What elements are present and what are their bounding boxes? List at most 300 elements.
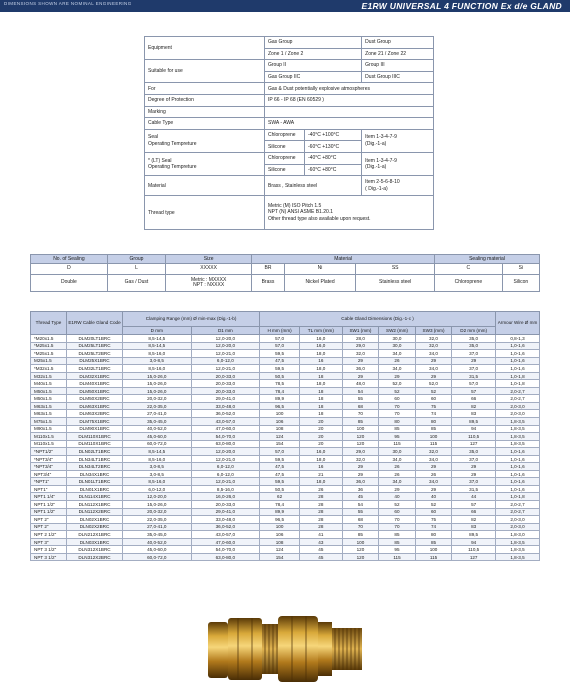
table-cell: DLM50X1BRC xyxy=(67,387,123,395)
table-cell: 154 xyxy=(260,440,300,448)
table-cell: 29 xyxy=(342,463,379,471)
table-cell: 59,5 xyxy=(260,478,300,486)
table-cell: *M32x1.5 xyxy=(31,365,67,373)
table-cell: 75 xyxy=(415,516,452,524)
spec-value: -40°C +80°C xyxy=(305,152,362,164)
table-cell: 108 xyxy=(260,425,300,433)
table-cell: 83 xyxy=(452,410,496,418)
table-cell: 3,0-8,5 xyxy=(123,357,192,365)
table-cell: 127 xyxy=(452,440,496,448)
table-cell: DLN112X1BRC xyxy=(67,501,123,509)
table-cell: 1,0-1,6 xyxy=(496,463,540,471)
spec-value: SWA - AWA xyxy=(265,118,434,130)
table-cell: 15,0-26,0 xyxy=(123,372,192,380)
table-cell: 15,0-26,0 xyxy=(123,387,192,395)
table-cell: 6,0-12,0 xyxy=(191,357,260,365)
table-cell: 2,0-3,0 xyxy=(496,402,540,410)
table-cell: 115 xyxy=(379,440,416,448)
table-cell: 54 xyxy=(342,387,379,395)
table-cell: 1,8-3,5 xyxy=(496,433,540,441)
table-row xyxy=(31,508,540,516)
table-cell: 1,0-1,8 xyxy=(496,380,540,388)
table-cell: 63,0-80,0 xyxy=(191,553,260,561)
page-title: E1RW UNIVERSAL 4 FUNCTION Ex d/e GLAND xyxy=(361,1,562,11)
table-cell: DLN34X1BRC xyxy=(67,470,123,478)
column-header: Material xyxy=(252,255,435,264)
spec-value xyxy=(265,196,434,230)
table-cell: 50,5 xyxy=(260,485,300,493)
table-cell: 2,0-2,7 xyxy=(496,387,540,395)
table-cell: 45 xyxy=(300,546,343,554)
table-cell: 12,0-20,0 xyxy=(191,448,260,456)
table-cell-line: NPT : NXXXX xyxy=(193,282,225,288)
table-cell: NPT 3" xyxy=(31,538,67,546)
table-cell: 26 xyxy=(379,357,416,365)
table-cell: 20,0-32,0 xyxy=(123,395,192,403)
table-cell: 47,5 xyxy=(260,463,300,471)
table-cell: 106 xyxy=(260,418,300,426)
spec-value xyxy=(362,176,434,196)
table-row xyxy=(31,493,540,501)
table-cell: 8,5-16,0 xyxy=(191,485,260,493)
table-cell: 40 xyxy=(415,493,452,501)
table-cell: *M25x1.5 xyxy=(31,350,67,358)
table-cell: 18,0 xyxy=(300,478,343,486)
table-cell: 12,0-21,0 xyxy=(191,365,260,373)
table-cell: 2,0-3,0 xyxy=(496,516,540,524)
table-cell: 60,0-72,0 xyxy=(123,553,192,561)
table-cell: 29,0-41,0 xyxy=(191,395,260,403)
column-header: E1RW Cable Gland Code xyxy=(67,312,123,335)
table-cell: Ni xyxy=(284,264,356,275)
table-row xyxy=(31,478,540,486)
table-cell: *NPT3/4" xyxy=(31,463,67,471)
table-cell: 29 xyxy=(342,470,379,478)
table-cell xyxy=(166,275,252,292)
table-row xyxy=(31,538,540,546)
table-cell: 15,0-26,0 xyxy=(123,380,192,388)
table-cell: 85 xyxy=(415,538,452,546)
table-cell: 1,0-1,8 xyxy=(496,493,540,501)
table-cell: 29,0 xyxy=(342,448,379,456)
table-cell: 68 xyxy=(342,402,379,410)
table-cell: 47,5 xyxy=(260,357,300,365)
table-cell: 110,5 xyxy=(452,546,496,554)
table-cell: 1,0-1,6 xyxy=(496,478,540,486)
table-cell: 26 xyxy=(379,470,416,478)
table-cell: 16,0 xyxy=(300,342,343,350)
table-cell: 12,0-21,0 xyxy=(191,455,260,463)
table-cell: 80 xyxy=(379,418,416,426)
table-cell: *NPT1/2" xyxy=(31,448,67,456)
table-cell: 100 xyxy=(260,523,300,531)
table-cell: 35,0 xyxy=(452,335,496,343)
table-cell: 1,8-3,5 xyxy=(496,418,540,426)
table-cell: 32,0 xyxy=(342,455,379,463)
table-cell: M50x1.5 xyxy=(31,387,67,395)
table-cell: 59,5 xyxy=(260,455,300,463)
table-cell: 60 xyxy=(415,508,452,516)
table-cell: 43,0-57,0 xyxy=(191,531,260,539)
table-cell: 41 xyxy=(300,531,343,539)
column-header: Armour Wire Ø mm xyxy=(496,312,540,335)
table-cell: 0,8-1,3 xyxy=(496,335,540,343)
table-cell: 29 xyxy=(452,357,496,365)
table-cell: 2,0-2,7 xyxy=(496,395,540,403)
table-cell: 85 xyxy=(342,531,379,539)
table-cell: 110,5 xyxy=(452,433,496,441)
table-cell: DLN312X2BRC xyxy=(67,553,123,561)
spec-label: For xyxy=(145,83,265,95)
table-cell: 1,0-1,8 xyxy=(496,372,540,380)
table-cell: XXXXX xyxy=(166,264,252,275)
table-cell: 83 xyxy=(452,523,496,531)
table-row xyxy=(31,546,540,554)
table-cell: 96,5 xyxy=(260,516,300,524)
table-cell: Silicon xyxy=(502,275,539,292)
table-cell: 1,8-3,0 xyxy=(496,531,540,539)
column-header: H mm (mm) xyxy=(260,327,300,335)
table-cell: 52 xyxy=(379,387,416,395)
table-cell: 124 xyxy=(260,433,300,441)
spec-value: Dust Group IIIC xyxy=(362,71,434,83)
spec-label: Material xyxy=(145,176,265,196)
table-cell: 1,0-1,6 xyxy=(496,365,540,373)
table-cell: DLM63X1BRC xyxy=(67,402,123,410)
table-cell: 43,0-57,0 xyxy=(191,418,260,426)
table-cell: 35,0 xyxy=(452,342,496,350)
table-cell: Stainless steel xyxy=(356,275,435,292)
column-header: SW1 (mm) xyxy=(342,327,379,335)
table-cell: 100 xyxy=(342,425,379,433)
table-cell: 22,0-35,0 xyxy=(123,402,192,410)
table-row xyxy=(31,395,540,403)
table-cell: 34,0 xyxy=(379,350,416,358)
table-cell: 20,0-33,0 xyxy=(191,380,260,388)
table-cell: 106 xyxy=(260,531,300,539)
table-cell: 6,0-12,0 xyxy=(191,463,260,471)
table-cell: DLM40X1BRC xyxy=(67,380,123,388)
table-row xyxy=(31,418,540,426)
table-cell: 45 xyxy=(300,553,343,561)
column-header: Clamping Range (mm) Ø min-max (Dig.-1-b) xyxy=(123,312,260,327)
table-cell: 16 xyxy=(300,357,343,365)
table-cell: NPT 2" xyxy=(31,523,67,531)
table-row xyxy=(31,501,540,509)
table-cell: 29 xyxy=(342,372,379,380)
table-row xyxy=(31,380,540,388)
table-cell: 115 xyxy=(379,553,416,561)
spec-label xyxy=(145,129,265,152)
table-cell: DLM25LT1BRC xyxy=(67,342,123,350)
table-cell: DLM32X1BRC xyxy=(67,372,123,380)
table-cell: 33,0-48,0 xyxy=(191,402,260,410)
table-cell: 60 xyxy=(415,395,452,403)
table-row xyxy=(31,335,540,343)
table-cell: 78,4 xyxy=(260,387,300,395)
table-cell: 30,0 xyxy=(379,335,416,343)
table-cell: 74 xyxy=(415,523,452,531)
table-row xyxy=(31,357,540,365)
table-cell: 1,8-3,5 xyxy=(496,538,540,546)
table-cell: DLN02LT1BRC xyxy=(67,448,123,456)
table-cell: 35,0 xyxy=(452,448,496,456)
table-cell: 1,8-3,5 xyxy=(496,546,540,554)
table-cell: 34,0 xyxy=(415,350,452,358)
table-cell: 115 xyxy=(415,440,452,448)
table-cell: 28 xyxy=(300,516,343,524)
table-cell: 120 xyxy=(342,553,379,561)
table-cell: 60 xyxy=(379,395,416,403)
table-cell: 12,0-21,0 xyxy=(191,478,260,486)
table-cell: 108 xyxy=(260,538,300,546)
table-cell: 18,0 xyxy=(300,455,343,463)
table-cell: 29,0 xyxy=(342,342,379,350)
column-header: No. of Sealing xyxy=(31,255,108,264)
table-cell: Chloroprene xyxy=(435,275,503,292)
table-cell: 37,0 xyxy=(452,478,496,486)
table-cell: 85 xyxy=(379,531,416,539)
table-cell: 127 xyxy=(452,553,496,561)
spec-value: Chloroprene xyxy=(265,129,305,141)
table-cell: 1,0-1,6 xyxy=(496,350,540,358)
table-cell: 85 xyxy=(379,425,416,433)
table-cell: 43 xyxy=(300,538,343,546)
table-row xyxy=(31,531,540,539)
table-row xyxy=(31,463,540,471)
table-cell: 66 xyxy=(452,395,496,403)
table-cell: 94 xyxy=(452,538,496,546)
table-cell: 20 xyxy=(300,440,343,448)
spec-value: -40°C +100°C xyxy=(305,129,362,141)
table-row xyxy=(31,440,540,448)
table-cell: 1,0-1,6 xyxy=(496,342,540,350)
spec-value: Zone 1 / Zone 2 xyxy=(265,48,362,60)
table-row xyxy=(31,433,540,441)
table-cell: 45 xyxy=(342,493,379,501)
table-cell: 29 xyxy=(342,357,379,365)
table-cell: 154 xyxy=(260,553,300,561)
table-cell: 26 xyxy=(379,463,416,471)
table-cell: 32,0 xyxy=(415,342,452,350)
spec-label: Marking xyxy=(145,106,265,118)
table-cell: 115 xyxy=(415,553,452,561)
table-cell: 63,0-80,0 xyxy=(191,440,260,448)
table-cell: DLM63X2BRC xyxy=(67,410,123,418)
table-cell: 20,0-32,0 xyxy=(123,508,192,516)
table-cell: NPT 3 1/2" xyxy=(31,553,67,561)
table-cell: 1,0-1,6 xyxy=(496,455,540,463)
spec-label: Degree of Protection xyxy=(145,94,265,106)
spec-value-line: NPT (N) ANSI ASME B1.20.1 xyxy=(268,209,333,216)
table-cell: 120 xyxy=(342,546,379,554)
table-cell: 12,0-20,0 xyxy=(191,335,260,343)
table-cell: M110x1.5 xyxy=(31,440,67,448)
table-cell: DLM32LT1BRC xyxy=(67,365,123,373)
header-bar xyxy=(0,0,570,12)
table-cell: D xyxy=(31,264,108,275)
table-cell: 1,8-3,5 xyxy=(496,553,540,561)
table-cell: NPT1 1/2" xyxy=(31,508,67,516)
table-cell: 29 xyxy=(415,357,452,365)
table-cell: 36,0-52,0 xyxy=(191,523,260,531)
table-cell: 96,5 xyxy=(260,402,300,410)
table-cell: 30,0 xyxy=(379,342,416,350)
table-cell: NPT1" xyxy=(31,485,67,493)
table-row xyxy=(31,365,540,373)
table-cell: DLM90X1BRC xyxy=(67,425,123,433)
table-cell: C xyxy=(435,264,503,275)
table-cell: 80 xyxy=(415,531,452,539)
table-cell: 78,5 xyxy=(260,380,300,388)
table-cell: Brass xyxy=(252,275,285,292)
table-cell: 1,8-3,5 xyxy=(496,440,540,448)
spec-value-line: ( Dig.-1-a) xyxy=(365,185,388,192)
table-cell: 54 xyxy=(342,501,379,509)
table-cell: 16,0 xyxy=(300,335,343,343)
table-cell: 29 xyxy=(415,463,452,471)
table-cell: 34,0 xyxy=(379,455,416,463)
table-cell: 34,0 xyxy=(379,478,416,486)
table-cell: 2,0-3,0 xyxy=(496,523,540,531)
table-cell: *M20x1.5 xyxy=(31,335,67,343)
dimensions-table xyxy=(30,311,540,561)
column-header: TL mm (mm) xyxy=(300,327,343,335)
table-cell: 35,0-45,0 xyxy=(123,531,192,539)
table-cell: 78,4 xyxy=(260,501,300,509)
table-row xyxy=(31,485,540,493)
table-cell: 12,0-21,0 xyxy=(191,350,260,358)
table-cell: 29 xyxy=(415,485,452,493)
table-cell: M110x1.5 xyxy=(31,433,67,441)
table-cell: 45,0-60,0 xyxy=(123,546,192,554)
spec-value: Dust Group xyxy=(362,37,434,49)
table-cell: 57 xyxy=(452,501,496,509)
spec-value-line: (Dig.-1-a) xyxy=(365,164,387,171)
table-cell: 28 xyxy=(300,508,343,516)
table-cell: 66 xyxy=(452,508,496,516)
column-header: SW3 (mm) xyxy=(415,327,452,335)
table-cell: 28 xyxy=(300,523,343,531)
spec-value: Gas Group IIC xyxy=(265,71,362,83)
table-cell: 32,0 xyxy=(342,350,379,358)
table-cell: 40,0-52,0 xyxy=(123,425,192,433)
table-cell: 1,0-1,6 xyxy=(496,470,540,478)
table-cell: Si xyxy=(502,264,539,275)
spec-value: Zone 21 / Zone 22 xyxy=(362,48,434,60)
table-cell: NPT 3 1/2" xyxy=(31,546,67,554)
table-row xyxy=(31,350,540,358)
table-row xyxy=(31,553,540,561)
table-row xyxy=(31,402,540,410)
table-cell: NPT1 1/4" xyxy=(31,493,67,501)
header-subtitle: DIMENSIONS SHOWN ARE NOMINAL ENGINEERING xyxy=(4,1,132,6)
table-cell: 40,0-52,0 xyxy=(123,538,192,546)
table-cell: NPT 2 1/2" xyxy=(31,531,67,539)
table-cell: 28 xyxy=(300,493,343,501)
table-cell: 12,0-20,0 xyxy=(123,493,192,501)
ordering-code-table xyxy=(30,254,540,292)
table-cell: 85 xyxy=(415,425,452,433)
table-cell: 100 xyxy=(342,538,379,546)
spec-value: Silicone xyxy=(265,164,305,176)
table-cell: 3,0-8,5 xyxy=(123,470,192,478)
table-cell: 18,0 xyxy=(300,380,343,388)
table-cell: 1,8-3,5 xyxy=(496,425,540,433)
table-cell: 37,0 xyxy=(452,455,496,463)
table-cell: 120 xyxy=(342,440,379,448)
table-cell: M63x1.5 xyxy=(31,410,67,418)
spec-value xyxy=(265,106,434,118)
table-cell: 8,5-16,0 xyxy=(123,478,192,486)
table-cell: 18 xyxy=(300,387,343,395)
table-cell: 89,9 xyxy=(260,508,300,516)
table-cell: 100 xyxy=(260,410,300,418)
spec-value-line: Metric (M) ISO Pitch 1.5 xyxy=(268,202,322,209)
spec-value xyxy=(362,152,434,175)
table-cell: 59,5 xyxy=(260,350,300,358)
table-cell: DLN03X1BRC xyxy=(67,538,123,546)
table-cell: DLM20LT1BRC xyxy=(67,335,123,343)
spec-label-line: Seal xyxy=(148,134,159,141)
table-row xyxy=(31,410,540,418)
table-cell: 57,0 xyxy=(452,380,496,388)
spec-table xyxy=(144,36,434,230)
table-cell: *M25x1.5 xyxy=(31,342,67,350)
table-cell: 34,0 xyxy=(415,478,452,486)
table-cell: 8,5-16,0 xyxy=(123,350,192,358)
table-cell: DLM110X1BRC xyxy=(67,433,123,441)
table-cell: 70 xyxy=(379,410,416,418)
table-cell: 48,0 xyxy=(342,380,379,388)
table-cell: 85 xyxy=(379,538,416,546)
table-cell: 20 xyxy=(300,418,343,426)
table-cell: 29 xyxy=(452,463,496,471)
spec-label xyxy=(145,152,265,175)
table-cell: 36 xyxy=(342,485,379,493)
table-cell: 8,5-14,5 xyxy=(123,342,192,350)
table-cell: 21 xyxy=(300,470,343,478)
spec-value-line: Item 1-3-4-7-9 xyxy=(365,134,397,141)
spec-label-line: Operating Tempreture xyxy=(148,164,197,171)
table-cell: 1,0-1,6 xyxy=(496,357,540,365)
table-cell: 36,0 xyxy=(342,365,379,373)
column-header: D2 mm (mm) xyxy=(452,327,496,335)
table-cell: 50,5 xyxy=(260,372,300,380)
table-cell: DLN01LT1BRC xyxy=(67,478,123,486)
column-header: Cable Gland Dimensions (Dig.-1-c ) xyxy=(260,312,496,327)
table-cell: 28 xyxy=(300,501,343,509)
table-cell: M63x1.5 xyxy=(31,402,67,410)
table-cell: *NPT1" xyxy=(31,478,67,486)
table-cell: 95 xyxy=(379,433,416,441)
table-cell: 31,5 xyxy=(452,372,496,380)
table-cell: DLN34LT1BRC xyxy=(67,455,123,463)
table-cell-line: Metric : MXXXX xyxy=(191,276,227,283)
table-cell: 100 xyxy=(415,546,452,554)
spec-value-line: Item 1-3-4-7-9 xyxy=(365,157,397,164)
table-cell: 89,5 xyxy=(452,531,496,539)
table-cell: 15,0-26,0 xyxy=(123,501,192,509)
table-cell: M40x1.5 xyxy=(31,380,67,388)
table-cell: 29 xyxy=(379,372,416,380)
table-cell: 18 xyxy=(300,410,343,418)
table-cell: L xyxy=(107,264,165,275)
table-cell: 62 xyxy=(260,493,300,501)
table-cell: DLM110X1BRC xyxy=(67,440,123,448)
spec-value: Group II xyxy=(265,60,362,72)
table-cell: 35,0-45,0 xyxy=(123,418,192,426)
